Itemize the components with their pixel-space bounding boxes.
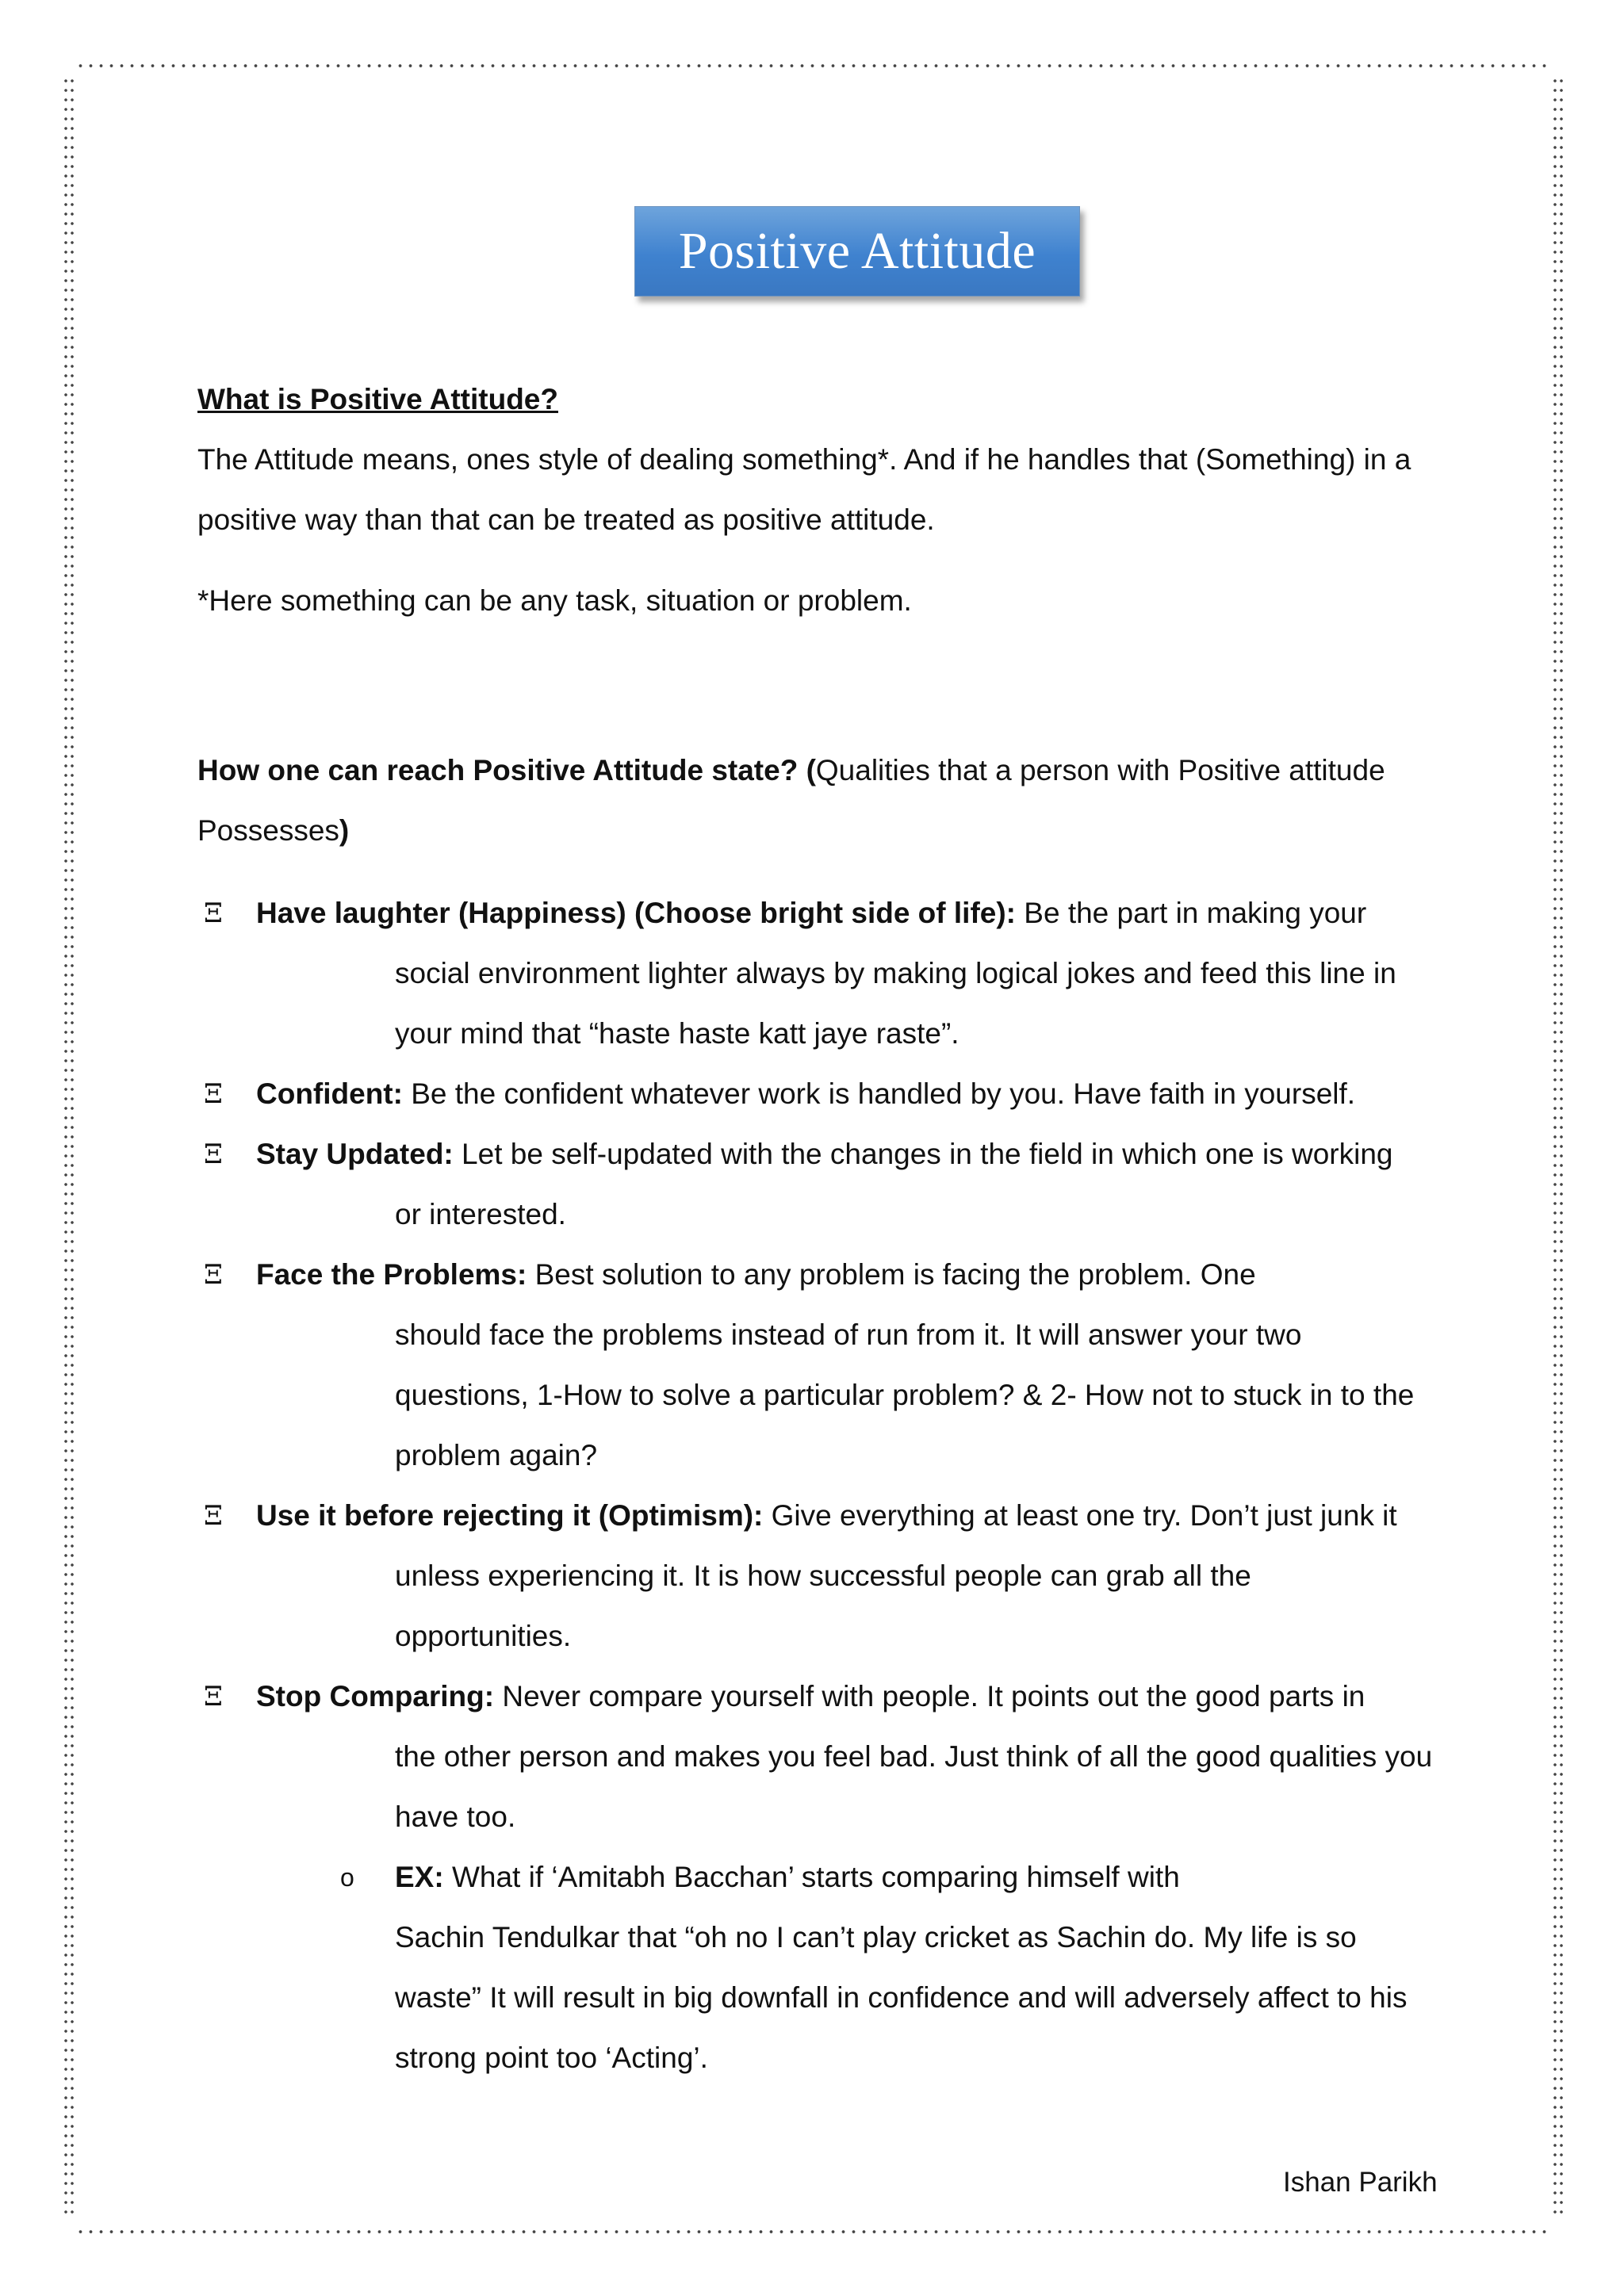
footnote-paragraph: *Here something can be any task, situation or problem.	[197, 584, 912, 617]
quality-text: Never compare yourself with people. It points out the good parts in	[502, 1680, 1365, 1712]
section-heading-definition: What is Positive Attitude?	[197, 383, 558, 415]
xi-bullet-icon: Ξ	[204, 1078, 223, 1110]
quality-text: Let be self-updated with the changes in the field in which one is working	[462, 1138, 1393, 1170]
example-text: What if ‘Amitabh Bacchan’ starts comparing himself with	[451, 1861, 1180, 1893]
xi-bullet-icon: Ξ	[204, 1259, 223, 1291]
quality-text: Be the confident whatever work is handled by you. Have faith in yourself.	[411, 1077, 1356, 1110]
example-item	[197, 1847, 1434, 2088]
xi-bullet-icon: Ξ	[204, 1138, 223, 1170]
quality-label: Confident:	[256, 1077, 403, 1110]
quality-label: Stop Comparing:	[256, 1680, 495, 1712]
example-label: EX:	[395, 1861, 444, 1893]
xi-bullet-icon: Ξ	[204, 1681, 223, 1712]
list-item	[197, 1124, 1434, 1245]
quality-label: Stay Updated:	[256, 1138, 454, 1170]
list-item	[197, 1667, 1434, 1847]
quality-text: Give everything at least one try. Don’t just junk it	[771, 1499, 1397, 1532]
qualities-heading-close: )	[339, 814, 350, 847]
quality-label: Have laughter (Happiness) (Choose bright side of life):	[256, 897, 1016, 929]
page-title: Positive Attitude	[678, 222, 1036, 280]
page-border-left	[63, 76, 75, 2217]
example-text-continued: Sachin Tendulkar that “oh no I can’t play cricket as Sachin do. My life is so waste” It will result in big downfall in confidence and will adversely affect to his strong point too ‘Acting’.	[395, 1921, 1408, 2074]
xi-bullet-icon: Ξ	[204, 1500, 223, 1532]
quality-text-continued: or interested.	[395, 1198, 566, 1230]
document-body	[197, 369, 1434, 2088]
page-border-right	[1553, 76, 1564, 2217]
list-item	[197, 1245, 1434, 1486]
title-box	[634, 206, 1080, 297]
quality-text-continued: social environment lighter always by making logical jokes and feed this line in your mind that “haste haste katt jaye raste”.	[395, 957, 1396, 1050]
page-border-top	[75, 60, 1550, 71]
section-heading-qualities	[197, 740, 1434, 861]
qualities-heading-bold: How one can reach Positive Attitude state? (	[197, 754, 816, 786]
quality-text: Be the part in making your	[1024, 897, 1367, 929]
circle-bullet-icon: o	[340, 1863, 354, 1892]
quality-text-continued: unless experiencing it. It is how successful people can grab all the opportunities.	[395, 1559, 1251, 1652]
list-item	[197, 883, 1434, 1064]
qualities-list	[197, 883, 1434, 2088]
xi-bullet-icon: Ξ	[204, 897, 223, 929]
list-item	[197, 1064, 1434, 1124]
definition-paragraph: The Attitude means, ones style of dealing something*. And if he handles that (Something) in a positive way than that can be treated as positive attitude.	[197, 443, 1411, 536]
quality-text-continued: should face the problems instead of run from it. It will answer your two questions, 1-How to solve a particular problem? & 2- How not to stuck in to the problem again?	[395, 1318, 1415, 1471]
quality-label: Use it before rejecting it (Optimism):	[256, 1499, 764, 1532]
quality-label: Face the Problems:	[256, 1258, 527, 1291]
author-name: Ishan Parikh	[1283, 2167, 1438, 2198]
qualities-heading-normal: Qualities that a person with Positive attitude Possesses	[197, 754, 1385, 847]
list-item	[197, 1486, 1434, 1667]
quality-text: Best solution to any problem is facing the problem. One	[534, 1258, 1256, 1291]
quality-text-continued: the other person and makes you feel bad. Just think of all the good qualities you have too.	[395, 1740, 1433, 1833]
page-border-bottom	[75, 2226, 1550, 2237]
